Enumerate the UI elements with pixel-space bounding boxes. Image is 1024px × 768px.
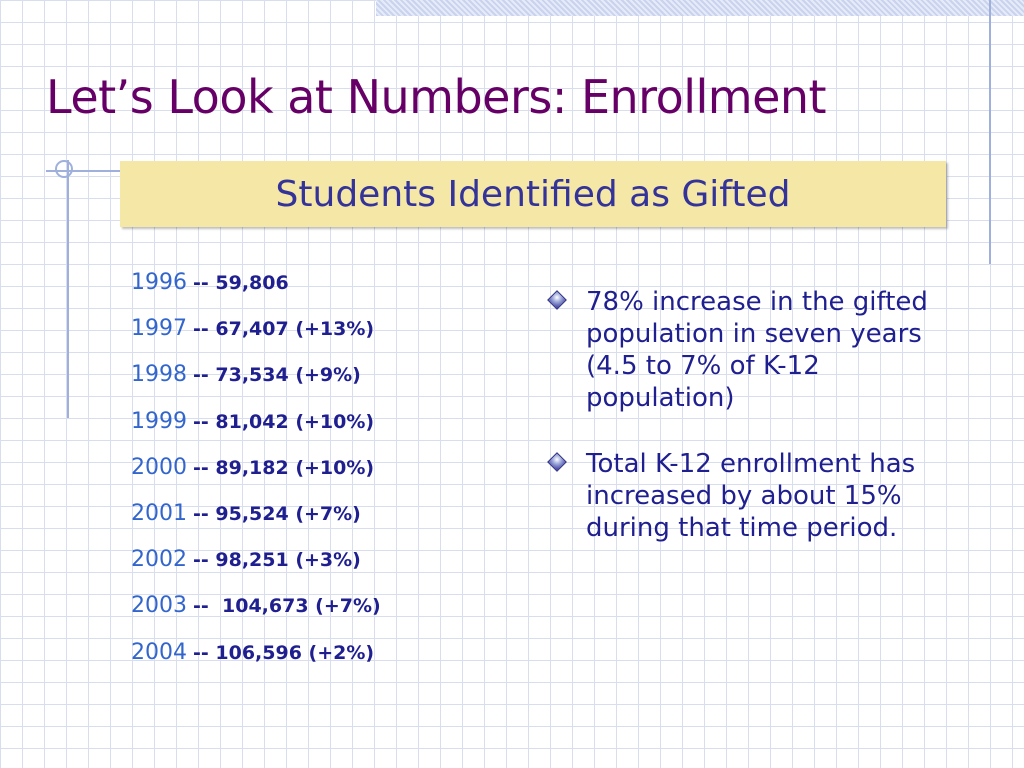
enrollment-row — [131, 501, 511, 547]
diamond-bullet-icon — [547, 290, 567, 310]
enrollment-row — [131, 316, 511, 362]
enrollment-count: -- 67,407 (+13%) — [193, 318, 375, 341]
enrollment-row — [131, 409, 511, 455]
bullet-text: Total K-12 enrollment has increased by about 15% during that time period. — [586, 449, 916, 543]
page-title: Let’s Look at Numbers: Enrollment — [46, 70, 827, 124]
enrollment-count: -- 95,524 (+7%) — [193, 502, 361, 525]
subtitle-banner — [120, 161, 946, 227]
enrollment-list — [131, 270, 511, 686]
enrollment-count: -- 106,596 (+2%) — [193, 641, 375, 664]
enrollment-row — [131, 640, 511, 686]
enrollment-row — [131, 270, 511, 316]
enrollment-year: 2001 — [131, 500, 187, 526]
enrollment-year: 1996 — [131, 270, 187, 295]
enrollment-count: -- 89,182 (+10%) — [193, 456, 375, 479]
bullet-list — [548, 286, 948, 578]
enrollment-year: 2000 — [131, 454, 187, 480]
enrollment-year: 1998 — [131, 362, 187, 388]
diamond-bullet-icon — [547, 452, 567, 472]
enrollment-row — [131, 362, 511, 408]
decorative-circle — [55, 160, 73, 178]
decorative-vertical-line-right — [989, 0, 991, 264]
enrollment-year: 2003 — [131, 593, 187, 619]
subtitle-text: Students Identified as Gifted — [275, 173, 791, 215]
enrollment-count: -- 104,673 (+7%) — [193, 595, 381, 618]
enrollment-count: -- 59,806 — [193, 272, 289, 294]
enrollment-count: -- 98,251 (+3%) — [193, 549, 361, 572]
enrollment-count: -- 81,042 (+10%) — [193, 410, 375, 433]
enrollment-count: -- 73,534 (+9%) — [193, 364, 361, 387]
bullet-text: 78% increase in the gifted population in seven years (4.5 to 7% of K-12 population) — [586, 287, 928, 413]
decorative-vertical-line-left — [67, 160, 69, 418]
bullet-item — [548, 286, 948, 414]
enrollment-row — [131, 455, 511, 501]
enrollment-year: 2004 — [131, 639, 187, 665]
decorative-top-stripe — [376, 0, 1024, 16]
enrollment-year: 2002 — [131, 547, 187, 573]
enrollment-row — [131, 593, 511, 639]
enrollment-year: 1999 — [131, 408, 187, 434]
enrollment-year: 1997 — [131, 316, 187, 342]
bullet-item — [548, 448, 948, 544]
enrollment-row — [131, 547, 511, 593]
